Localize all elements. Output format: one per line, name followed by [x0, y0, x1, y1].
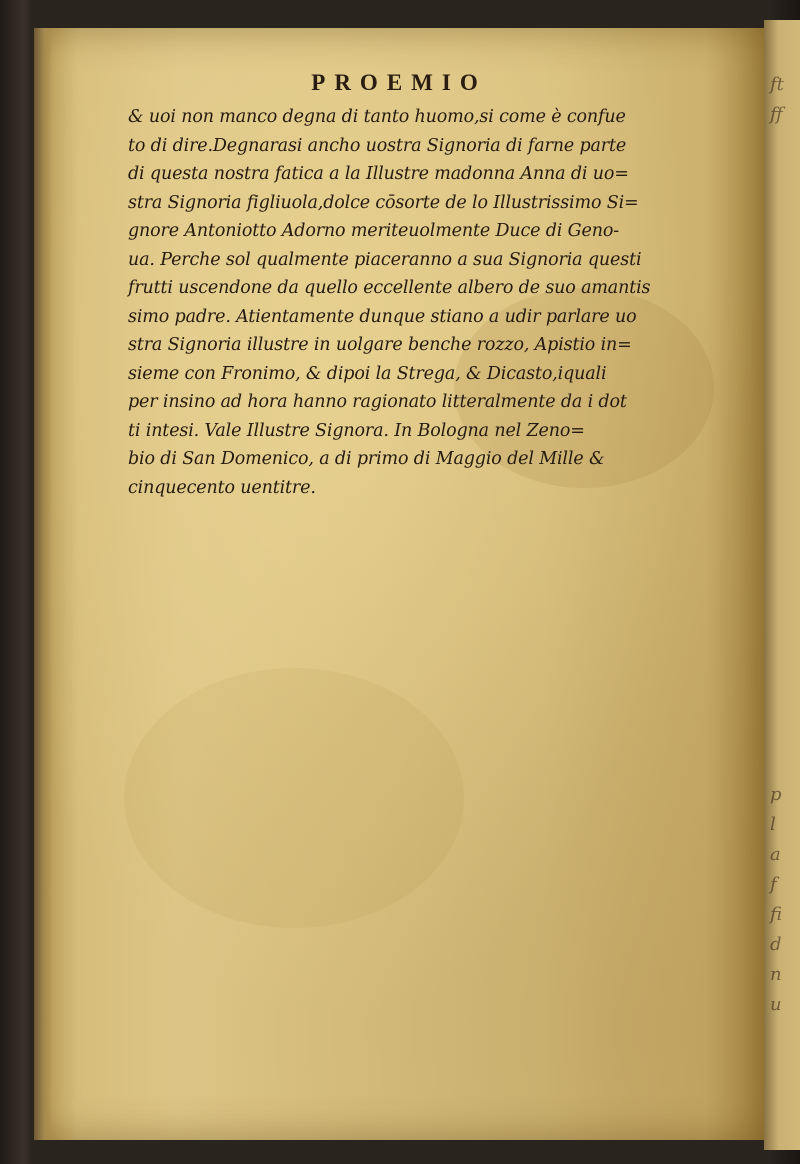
text-line: & uoi non manco degna di tanto huomo,si come è confue: [128, 107, 626, 127]
text-line: stra Signoria illustre in uolgare benche rozzo, Apistio in=: [128, 335, 632, 355]
bleed-through-marks: p l a f fi d n u: [770, 784, 783, 1015]
text-line: bio di San Domenico, a di primo di Maggio del Mille &: [128, 449, 605, 469]
body-text: [128, 103, 708, 502]
page-gutter: [34, 28, 52, 1140]
paper-stain: [124, 668, 464, 928]
text-line: gnore Antoniotto Adorno meriteuolmente Duce di Geno-: [128, 221, 619, 241]
book-page: [34, 28, 764, 1140]
text-line: stra Signoria figliuola,dolce cōsorte de lo Illustrissimo Si=: [128, 192, 639, 213]
text-line: per insino ad hora hanno ragionato litteralmente da i dot: [128, 392, 627, 412]
adjacent-page-edge: [764, 20, 800, 1150]
bleed-through-marks: ft ff: [770, 74, 784, 125]
text-line: ua. Perche sol qualmente piaceranno a sua Signoria questi: [128, 249, 642, 270]
text-line: ti intesi. Vale Illustre Signora. In Bologna nel Zeno=: [128, 420, 585, 441]
running-head: PROEMIO: [311, 70, 487, 95]
text-line: to di dire.Degnarasi ancho uostra Signoria di farne parte: [128, 135, 627, 156]
text-line: sieme con Fronimo, & dipoi la Strega, & Dicasto,iquali: [128, 363, 607, 384]
text-line: cinquecento uentitre.: [128, 477, 316, 498]
text-line: di questa nostra fatica a la Illustre madonna Anna di uo=: [128, 164, 629, 184]
text-line: simo padre. Atientamente dunque stiano a udir parlare uo: [128, 306, 637, 327]
text-line: frutti uscendone da quello eccellente albero de suo amantis: [128, 278, 651, 298]
